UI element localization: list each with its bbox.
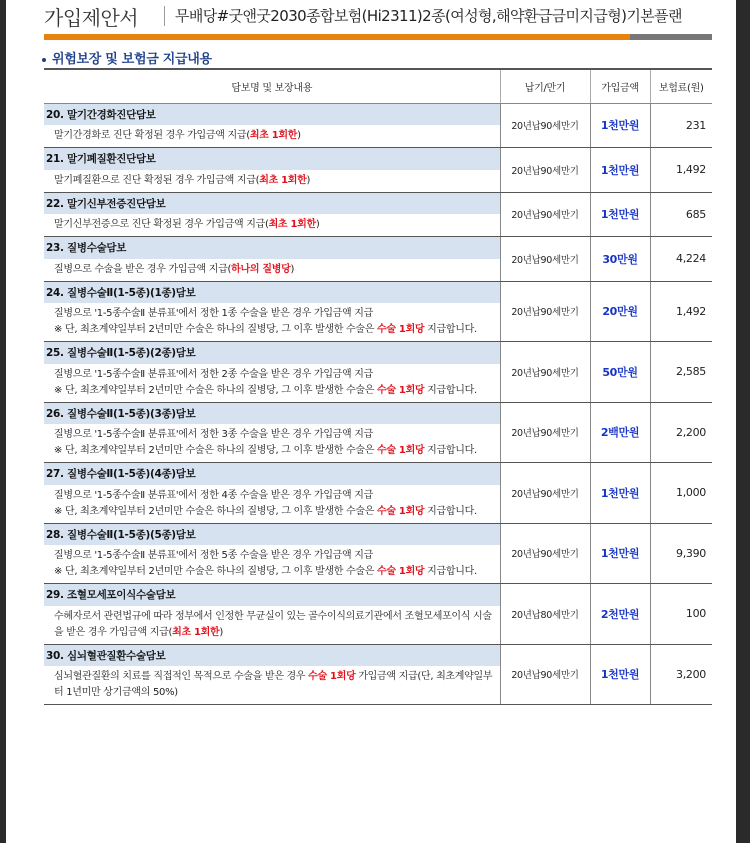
emphasis-text: 최초 1회한 xyxy=(268,219,316,230)
table-header-row xyxy=(44,69,712,103)
term-cell: 20년납90세만기 xyxy=(500,103,590,148)
coverage-name: 29. 조혈모세포이식수술담보 xyxy=(44,584,500,606)
amount-cell: 2천만원 xyxy=(590,584,650,645)
coverage-name-row xyxy=(44,584,712,606)
coverage-name-row xyxy=(44,463,712,485)
coverage-name: 24. 질병수술Ⅱ(1-5종)(1종)담보 xyxy=(44,281,500,303)
coverage-name: 21. 말기폐질환진단담보 xyxy=(44,148,500,170)
coverage-name-row xyxy=(44,402,712,424)
amount-cell: 1천만원 xyxy=(590,192,650,237)
emphasis-text: 수술 1회당 xyxy=(377,505,425,517)
amount-cell: 1천만원 xyxy=(590,463,650,524)
emphasis-text: 수술 1회당 xyxy=(377,566,425,577)
header-amount: 가입금액 xyxy=(590,69,650,103)
term-cell: 20년납90세만기 xyxy=(500,463,590,524)
description-text: ) xyxy=(297,130,301,141)
header-term: 납기/만기 xyxy=(500,69,590,103)
description-text: 지급합니다. xyxy=(424,384,477,396)
coverage-name: 26. 질병수술Ⅱ(1-5종)(3종)담보 xyxy=(44,402,500,424)
coverage-description xyxy=(44,485,500,524)
amount-cell: 20만원 xyxy=(590,281,650,342)
coverage-description xyxy=(44,364,500,403)
amount-cell: 1천만원 xyxy=(590,148,650,193)
premium-cell: 4,224 xyxy=(650,237,712,282)
emphasis-text: 최초 1회한 xyxy=(172,626,220,638)
premium-cell: 1,492 xyxy=(650,148,712,193)
amount-cell: 1천만원 xyxy=(590,644,650,705)
coverage-name: 20. 말기간경화진단담보 xyxy=(44,103,500,125)
emphasis-text: 최초 1회한 xyxy=(249,130,298,141)
description-text: 말기간경화로 진단 확정된 경우 가입금액 지급( xyxy=(54,130,250,141)
page-edge xyxy=(734,0,736,843)
description-text: 가입금액 지급(단, 최초계약일부터 1년미만 상기금액의 50%) xyxy=(54,671,493,698)
term-cell: 20년납90세만기 xyxy=(500,523,590,584)
header-gray-bar xyxy=(630,34,712,40)
premium-cell: 9,390 xyxy=(650,523,712,584)
coverage-name-row xyxy=(44,237,712,259)
emphasis-text: 수술 1회당 xyxy=(308,671,356,682)
description-text: 수혜자로서 관련법규에 따라 정부에서 인정한 무균실이 있는 골수이식의료기관에서 조혈모세포이식 시술을 받은 경우 가입금액 지급( xyxy=(54,610,492,638)
premium-cell: 1,492 xyxy=(650,281,712,342)
coverage-description xyxy=(44,214,500,237)
emphasis-text: 수술 1회당 xyxy=(377,445,425,456)
table-body xyxy=(44,103,712,705)
emphasis-text: 하나의 질병당 xyxy=(231,263,291,275)
description-text: ) xyxy=(219,626,223,638)
coverage-name-row xyxy=(44,103,712,125)
coverage-name: 22. 말기신부전증진단담보 xyxy=(44,192,500,214)
coverage-name: 30. 심뇌혈관질환수술담보 xyxy=(44,644,500,666)
description-text: 지급합니다. xyxy=(424,324,477,335)
term-cell: 20년납90세만기 xyxy=(500,237,590,282)
description-text: 지급합니다. xyxy=(424,566,477,577)
description-text: 질병으로 '1-5종수술Ⅱ 분류표'에서 정한 3종 수술을 받은 경우 가입금액 지급 ※ 단, 최초계약일부터 2년미만 수술은 하나의 질병당, 그 이후 발생한 수술은 xyxy=(54,429,375,456)
description-text: 질병으로 '1-5종수술Ⅱ 분류표'에서 정한 1종 수술을 받은 경우 가입금액 지급 ※ 단, 최초계약일부터 2년미만 수술은 하나의 질병당, 그 이후 발생한 수술은 xyxy=(54,308,375,335)
description-text: 지급합니다. xyxy=(424,445,477,456)
coverage-name-row xyxy=(44,523,712,545)
emphasis-text: 수술 1회당 xyxy=(377,324,425,335)
bullet-icon xyxy=(42,58,46,62)
term-cell: 20년납90세만기 xyxy=(500,342,590,403)
document-title: 가입제안서 xyxy=(44,6,139,30)
coverage-name-row xyxy=(44,281,712,303)
description-text: ) xyxy=(315,219,320,230)
description-text: 심뇌혈관질환의 치료를 직접적인 목적으로 수술을 받은 경우 xyxy=(54,671,309,682)
term-cell: 20년납90세만기 xyxy=(500,148,590,193)
coverage-name: 23. 질병수술담보 xyxy=(44,237,500,259)
premium-cell: 100 xyxy=(650,584,712,645)
coverage-description xyxy=(44,545,500,584)
section-title xyxy=(42,48,212,67)
coverage-name: 27. 질병수술Ⅱ(1-5종)(4종)담보 xyxy=(44,463,500,485)
description-text: 질병으로 수술을 받은 경우 가입금액 지급( xyxy=(54,263,232,275)
coverage-name: 28. 질병수술Ⅱ(1-5종)(5종)담보 xyxy=(44,523,500,545)
coverage-description xyxy=(44,606,500,645)
term-cell: 20년납90세만기 xyxy=(500,192,590,237)
premium-cell: 1,000 xyxy=(650,463,712,524)
section-title-text: 위험보장 및 보험금 지급내용 xyxy=(52,52,212,67)
coverage-name-row xyxy=(44,644,712,666)
header-accent-bar xyxy=(44,34,630,40)
coverage-name-row xyxy=(44,342,712,364)
premium-cell: 231 xyxy=(650,103,712,148)
coverage-table xyxy=(44,68,712,705)
coverage-description xyxy=(44,259,500,282)
amount-cell: 1천만원 xyxy=(590,103,650,148)
term-cell: 20년납90세만기 xyxy=(500,644,590,705)
premium-cell: 685 xyxy=(650,192,712,237)
coverage-name-row xyxy=(44,148,712,170)
header-coverage: 담보명 및 보장내용 xyxy=(44,69,500,103)
coverage-description xyxy=(44,125,500,148)
emphasis-text: 수술 1회당 xyxy=(377,384,425,396)
premium-cell: 2,200 xyxy=(650,402,712,463)
title-divider xyxy=(164,6,165,26)
plan-name: 무배당#굿앤굿2030종합보험(Hi2311)2종(여성형,해약환급금미지급형)기본플랜 xyxy=(175,7,682,25)
description-text: 지급합니다. xyxy=(424,505,477,517)
description-text: 질병으로 '1-5종수술Ⅱ 분류표'에서 정한 5종 수술을 받은 경우 가입금액 지급 ※ 단, 최초계약일부터 2년미만 수술은 하나의 질병당, 그 이후 발생한 수술은 xyxy=(54,550,375,577)
term-cell: 20년납90세만기 xyxy=(500,281,590,342)
term-cell: 20년납90세만기 xyxy=(500,402,590,463)
description-text: ) xyxy=(290,263,295,275)
description-text: 말기신부전증으로 진단 확정된 경우 가입금액 지급( xyxy=(54,219,269,230)
coverage-name: 25. 질병수술Ⅱ(1-5종)(2종)담보 xyxy=(44,342,500,364)
coverage-description xyxy=(44,170,500,193)
description-text: ) xyxy=(306,174,311,186)
term-cell: 20년납80세만기 xyxy=(500,584,590,645)
proposal-page xyxy=(6,0,736,843)
coverage-name-row xyxy=(44,192,712,214)
amount-cell: 30만원 xyxy=(590,237,650,282)
header-premium: 보험료(원) xyxy=(650,69,712,103)
premium-cell: 3,200 xyxy=(650,644,712,705)
description-text: 말기폐질환으로 진단 확정된 경우 가입금액 지급( xyxy=(54,174,260,186)
description-text: 질병으로 '1-5종수술Ⅱ 분류표'에서 정한 2종 수술을 받은 경우 가입금액 지급 ※ 단, 최초계약일부터 2년미만 수술은 하나의 질병당, 그 이후 발생한 수술은 xyxy=(54,368,375,396)
coverage-description xyxy=(44,303,500,342)
coverage-description xyxy=(44,666,500,705)
coverage-description xyxy=(44,424,500,463)
document-header xyxy=(6,0,736,32)
amount-cell: 2백만원 xyxy=(590,402,650,463)
amount-cell: 50만원 xyxy=(590,342,650,403)
emphasis-text: 최초 1회한 xyxy=(259,174,307,186)
description-text: 질병으로 '1-5종수술Ⅱ 분류표'에서 정한 4종 수술을 받은 경우 가입금액 지급 ※ 단, 최초계약일부터 2년미만 수술은 하나의 질병당, 그 이후 발생한 수술은 xyxy=(54,489,375,517)
premium-cell: 2,585 xyxy=(650,342,712,403)
amount-cell: 1천만원 xyxy=(590,523,650,584)
